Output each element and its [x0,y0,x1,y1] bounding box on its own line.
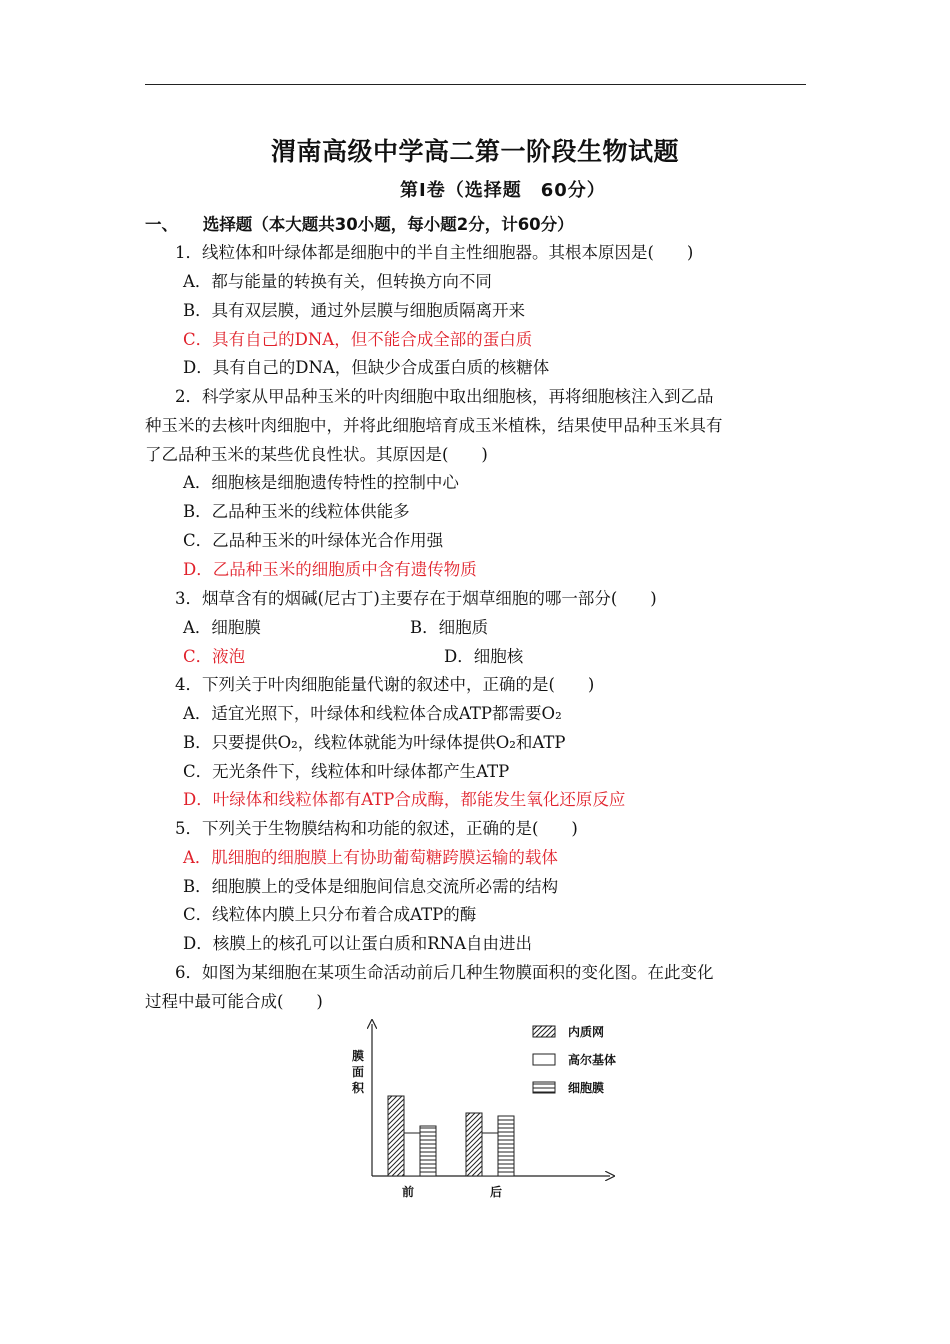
legend-label: 内质网 [568,1025,605,1039]
option: C．线粒体内膜上只分布着合成ATP的酶 [183,905,477,924]
option: C．无光条件下，线粒体和叶绿体都产生ATP [183,762,510,781]
question-stem-continued: 了乙品种玉米的某些优良性状。其原因是( ) [145,445,488,464]
legend-swatch-golgi [533,1054,555,1065]
bar-前-内质网 [388,1096,404,1176]
question-stem-continued: 过程中最可能合成( ) [145,992,323,1011]
correct-option: D．乙品种玉米的细胞质中含有遗传物质 [183,560,477,579]
correct-option: C．具有自己的DNA，但不能合成全部的蛋白质 [183,330,533,349]
question-stem: 6．如图为某细胞在某项生命活动前后几种生物膜面积的变化图。在此变化 [175,963,714,982]
option: A．都与能量的转换有关，但转换方向不同 [183,272,492,291]
option: D．细胞核 [444,647,524,666]
correct-option: D．叶绿体和线粒体都有ATP合成酶，都能发生氧化还原反应 [183,790,626,809]
option: B．只要提供O₂，线粒体就能为叶绿体提供O₂和ATP [183,733,566,752]
y-axis-label-char: 膜 [352,1049,365,1063]
option: D．核膜上的核孔可以让蛋白质和RNA自由进出 [183,934,533,953]
bar-后-高尔基体 [482,1133,498,1176]
y-axis-label-char: 面 [352,1065,365,1079]
option: B．具有双层膜，通过外层膜与细胞质隔离开来 [183,301,526,320]
option: B．细胞膜上的受体是细胞间信息交流所必需的结构 [183,877,559,896]
option: C．乙品种玉米的叶绿体光合作用强 [183,531,444,550]
category-label: 前 [402,1185,415,1199]
legend-swatch-er [533,1026,555,1037]
option: D．具有自己的DNA，但缺少合成蛋白质的核糖体 [183,358,550,377]
option: A．适宜光照下，叶绿体和线粒体合成ATP都需要O₂ [183,704,562,723]
bar-后-细胞膜 [498,1116,514,1176]
page-title: 渭南高级中学高二第一阶段生物试题 [270,137,679,166]
legend-label: 细胞膜 [568,1081,605,1095]
legend-label: 高尔基体 [568,1053,617,1067]
membrane-area-chart [340,1018,640,1208]
option: B．乙品种玉米的线粒体供能多 [183,502,410,521]
correct-option: A．肌细胞的细胞膜上有协助葡萄糖跨膜运输的载体 [183,848,558,867]
volume-heading: 第Ⅰ卷（选择题 60分） [400,180,606,201]
option: A．细胞核是细胞遗传特性的控制中心 [183,473,459,492]
question-stem: 5．下列关于生物膜结构和功能的叙述，正确的是( ) [175,819,578,838]
question-stem: 2．科学家从甲品种玉米的叶肉细胞中取出细胞核，再将细胞核注入到乙品 [175,387,714,406]
option: B．细胞质 [410,618,489,637]
question-stem: 4．下列关于叶肉细胞能量代谢的叙述中，正确的是( ) [175,675,595,694]
bar-后-内质网 [466,1113,482,1176]
category-label: 后 [490,1185,503,1199]
y-axis-label-char: 积 [352,1081,365,1095]
bar-前-细胞膜 [420,1126,436,1176]
question-stem: 3．烟草含有的烟碱(尼古丁)主要存在于烟草细胞的哪一部分( ) [175,589,657,608]
section-heading: 一、 选择题（本大题共30小题，每小题2分，计60分） [145,215,574,234]
bar-前-高尔基体 [404,1133,420,1176]
correct-option: C．液泡 [183,647,246,666]
legend-swatch-membrane [533,1082,555,1093]
question-stem: 1．线粒体和叶绿体都是细胞中的半自主性细胞器。其根本原因是( ) [175,243,694,262]
option: A．细胞膜 [183,618,261,637]
header-rule [145,84,806,85]
question-stem-continued: 种玉米的去核叶肉细胞中，并将此细胞培育成玉米植株，结果使甲品种玉米具有 [145,416,723,435]
